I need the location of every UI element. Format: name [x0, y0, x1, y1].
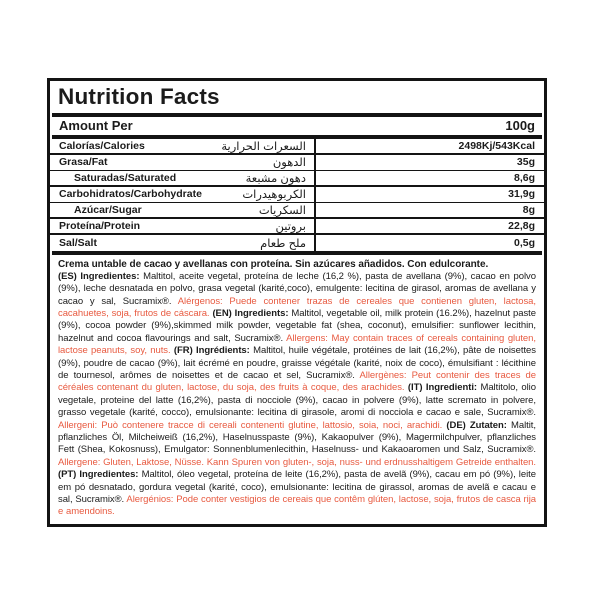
nutrient-value: 8g: [522, 203, 535, 216]
ingredients-text: Maltitol, vegetable oil, milk protein (16.2%), hazelnut paste (9%), cocoa powder (9%),skimmed milk powder, vegetable fat (shea, coconut), emulsifier: sunflower lecithin, hazelnut and cocoa flavourings and salt, Sucramix®.: [58, 307, 536, 344]
nutrient-value: 0,5g: [513, 236, 535, 249]
ingredients-text: Maltitol, huile végétale, protéines de lait (16,2%), pâte de noisettes (9%), poudre de cacao (9%), lait écrémé en poudre, graisse végétale (karité, noix de coco), émulsifiant : lécithine de tournesol, arômes de noisettes et de cacao et sel, Sucramix®.: [58, 345, 536, 381]
table-row: [50, 171, 544, 187]
table-row-left-cell: [50, 171, 316, 185]
nutrition-label: [47, 78, 547, 527]
allergen-text: Allergènes: Peut contenir des traces de céréales contenant du gluten, lactose, du soja, des fruits à coque, des arachides.: [58, 370, 537, 394]
nutrient-name: Saturadas/Saturated: [74, 171, 177, 184]
nutrient-name: Carbohidratos/Carbohydrate: [59, 188, 202, 201]
nutrient-name-arabic: الكربوهيدرات: [242, 189, 306, 202]
ingredients-text: Maltitol, óleo vegetal, proteína de leite (16,2%), pasta de avelã (9%), cacau em pó (9%), leite em pó desnatado, gordura vegetal (karité, coco), emulsionante: lecitina de girassol, aromas de avelã e cacau e sal, Sucramix®.: [58, 469, 536, 506]
table-row: [50, 155, 544, 171]
nutrient-name-arabic: السعرات الحرارية: [221, 140, 306, 153]
nutrient-name: Grasa/Fat: [59, 156, 108, 169]
nutrient-name: Proteína/Protein: [59, 219, 141, 232]
table-row: [50, 235, 544, 251]
ingredients-heading: (EN) Ingredients:: [212, 307, 292, 319]
ingredients-heading: (DE) Zutaten:: [446, 419, 511, 431]
table-row-left-cell: [50, 155, 316, 170]
table-row: [50, 203, 544, 219]
nutrient-value: 22,8g: [508, 219, 535, 232]
amount-per-value: 100g: [505, 118, 535, 134]
table-row: [50, 139, 544, 155]
ingredients-paragraph: [58, 271, 536, 519]
table-row: [50, 219, 544, 235]
nutrient-name: Calorías/Calories: [59, 139, 145, 152]
label-title: Nutrition Facts: [58, 84, 220, 109]
nutrient-name: Azúcar/Sugar: [74, 203, 142, 216]
table-row-left-cell: [50, 219, 316, 233]
nutrient-name: Sal/Salt: [59, 236, 97, 249]
table-row: [50, 187, 544, 203]
nutrition-table: [50, 139, 544, 251]
ingredients-heading: (IT) Ingredienti:: [407, 382, 481, 394]
table-row-left-cell: [50, 235, 316, 251]
amount-per-row: [50, 117, 544, 135]
nutrient-value: 31,9g: [508, 188, 535, 201]
ingredients-section: [50, 255, 544, 524]
allergen-text: Alergénios: Pode conter vestigios de cereais que contêm glúten, lactose, soja, frutos de casca rija e amendoins.: [58, 494, 536, 518]
ingredients-text: Maltitolo, olio vegetale, proteine del latte (16,2%), pasta di nocciole (9%), cacao in polvere (9%), latte scremato in polvere, grasso vegetale (karité, cocco), emulsionante: lecitina di girasole, aromi di nocciola e cacao e sale, Sucramix®.: [58, 382, 536, 419]
ingredients-text: Maltitol, aceite vegetal, proteína de leche (16,2 %), pasta de avellana (9%), cacao en polvo (9%), leche desnatada en polvo, grasa vegetal (karité,coco), emulgente: lecitina de girasol, aromas de avellana y cacao y sal, Sucramix®.: [58, 270, 536, 307]
ingredients-heading: (PT) Ingredientes:: [58, 469, 142, 481]
amount-per-label: Amount Per: [59, 118, 133, 134]
nutrient-name-arabic: السكريات: [258, 204, 306, 217]
nutrient-value: 35g: [516, 156, 535, 169]
table-row-left-cell: [50, 139, 316, 153]
product-description: Crema untable de cacao y avellanas con proteína. Sin azúcares añadidos. Con edulcorante.: [58, 258, 489, 270]
nutrient-value: 2498Kj/543Kcal: [458, 139, 535, 152]
nutrient-name-arabic: ملح طعام: [260, 237, 306, 250]
ingredients-heading: (FR) Ingrédients:: [173, 345, 254, 357]
nutrient-name-arabic: دهون مشبعة: [245, 172, 306, 185]
allergen-text: Allergeni: Può contenere tracce di cereali contenenti glutine, lattosio, soia, noci, arachidi.: [58, 419, 447, 431]
nutrient-name-arabic: الدهون: [272, 157, 306, 170]
table-row-left-cell: [50, 203, 316, 217]
allergen-text: Alérgenos: Puede contener trazas de cereales que contienen gluten, lactosa, cacahuetes, soja, frutos de cáscara.: [58, 295, 537, 319]
allergen-text: Allergens: May contain traces of cereals containing gluten, lactose peanuts, soy, nuts.: [58, 332, 536, 357]
ingredients-text: Maltit, pflanzliches Öl, Milcheiweiß (16,2%), Haselnusspaste (9%), Kakaopulver (9%), Magermilchpulver, pflanzliches Fett (Shea, Kokosnuss), Emulgator: Sonnenblumenlecithin, Haselnuss- und Kakaoaromen und Salz, Sucramix®.: [58, 419, 536, 456]
ingredients-heading: (ES) Ingredientes:: [58, 270, 144, 282]
nutrient-value: 8,6g: [513, 171, 535, 184]
nutrient-name-arabic: بروتين: [275, 220, 306, 233]
allergen-text: Allergene: Gluten, Laktose, Nüsse. Kann Spuren von gluten-, soja, nuss- und erdnusshaltigem Getreide enthalten.: [58, 456, 536, 468]
table-row-left-cell: [50, 187, 316, 202]
